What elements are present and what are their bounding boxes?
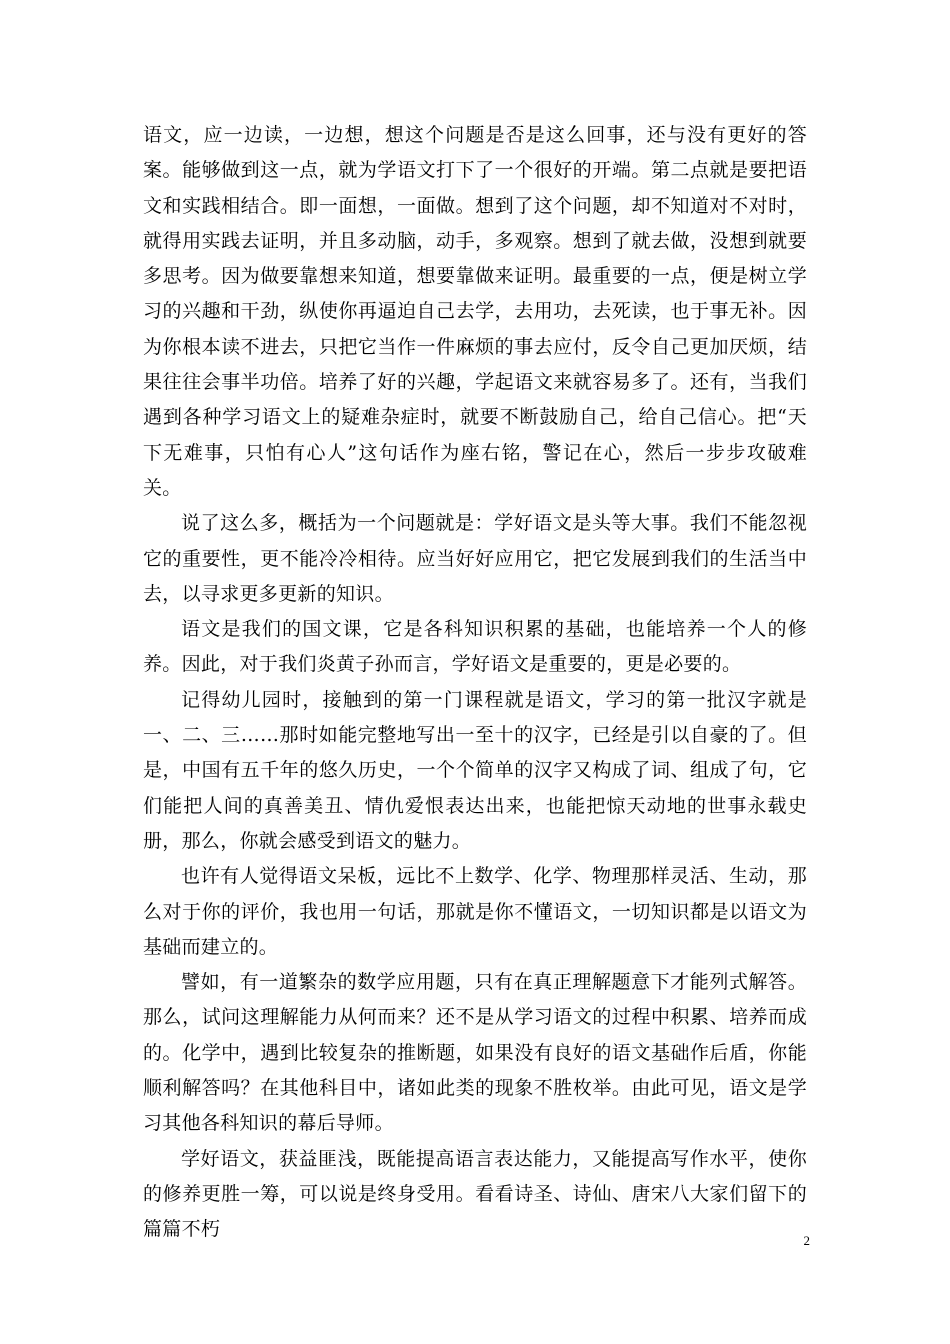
paragraph: 譬如，有一道繁杂的数学应用题，只有在真正理解题意下才能列式解答。那么，试问这理解能力从何而来？还不是从学习语文的过程中积累、培养而成的。化学中，遇到比较复杂的推断题，如果没有良好的语文基础作后盾，你能顺利解答吗？在其他科目中，诸如此类的现象不胜枚举。由此可见，语文是学习其他各科知识的幕后导师。 <box>143 971 807 1135</box>
paragraph: 学好语文，获益匪浅，既能提高语言表达能力，又能提高写作水平，使你的修养更胜一筹，可以说是终身受用。看看诗圣、诗仙、唐宋八大家们留下的篇篇不朽 <box>143 1147 807 1241</box>
body-text <box>143 118 807 1248</box>
paragraph: 说了这么多，概括为一个问题就是：学好语文是头等大事。我们不能忽视它的重要性，更不能冷冷相待。应当好好应用它，把它发展到我们的生活当中去，以寻求更多更新的知识。 <box>143 512 807 605</box>
paragraph: 语文是我们的国文课，它是各科知识积累的基础，也能培养一个人的修养。因此，对于我们炎黄子孙而言，学好语文是重要的，更是必要的。 <box>143 618 807 676</box>
paragraph-continued: 语文，应一边读，一边想，想这个问题是否是这么回事，还与没有更好的答案。能够做到这一点，就为学语文打下了一个很好的开端。第二点就是要把语文和实践相结合。即一面想，一面做。想到了这个问题，却不知道对不对时，就得用实践去证明，并且多动脑，动手，多观察。想到了就去做，没想到就要多思考。因为做要靠想来知道，想要靠做来证明。最重要的一点，便是树立学习的兴趣和干劲，纵使你再逼迫自己去学，去用功，去死读，也于事无补。因为你根本读不进去，只把它当作一件麻烦的事去应付，反令自己更加厌烦，结果往往会事半功倍。培养了好的兴趣，学起语文来就容易多了。还有，当我们遇到各种学习语文上的疑难杂症时，就要不断鼓励自己，给自己信心。把“天下无难事，只怕有心人”这句话作为座右铭，警记在心，然后一步步攻破难关。 <box>143 124 807 499</box>
paragraph: 记得幼儿园时，接触到的第一门课程就是语文，学习的第一批汉字就是一、二、三……那时如能完整地写出一至十的汉字，已经是引以自豪的了。但是，中国有五千年的悠久历史，一个个简单的汉字又构成了词、组成了句，它们能把人间的真善美丑、情仇爱恨表达出来，也能把惊天动地的世事永载史册，那么，你就会感受到语文的魅力。 <box>143 688 807 852</box>
paragraph: 也许有人觉得语文呆板，远比不上数学、化学、物理那样灵活、生动，那么对于你的评价，我也用一句话，那就是你不懂语文，一切知识都是以语文为基础而建立的。 <box>143 865 807 958</box>
page-number: 2 <box>803 1233 810 1248</box>
